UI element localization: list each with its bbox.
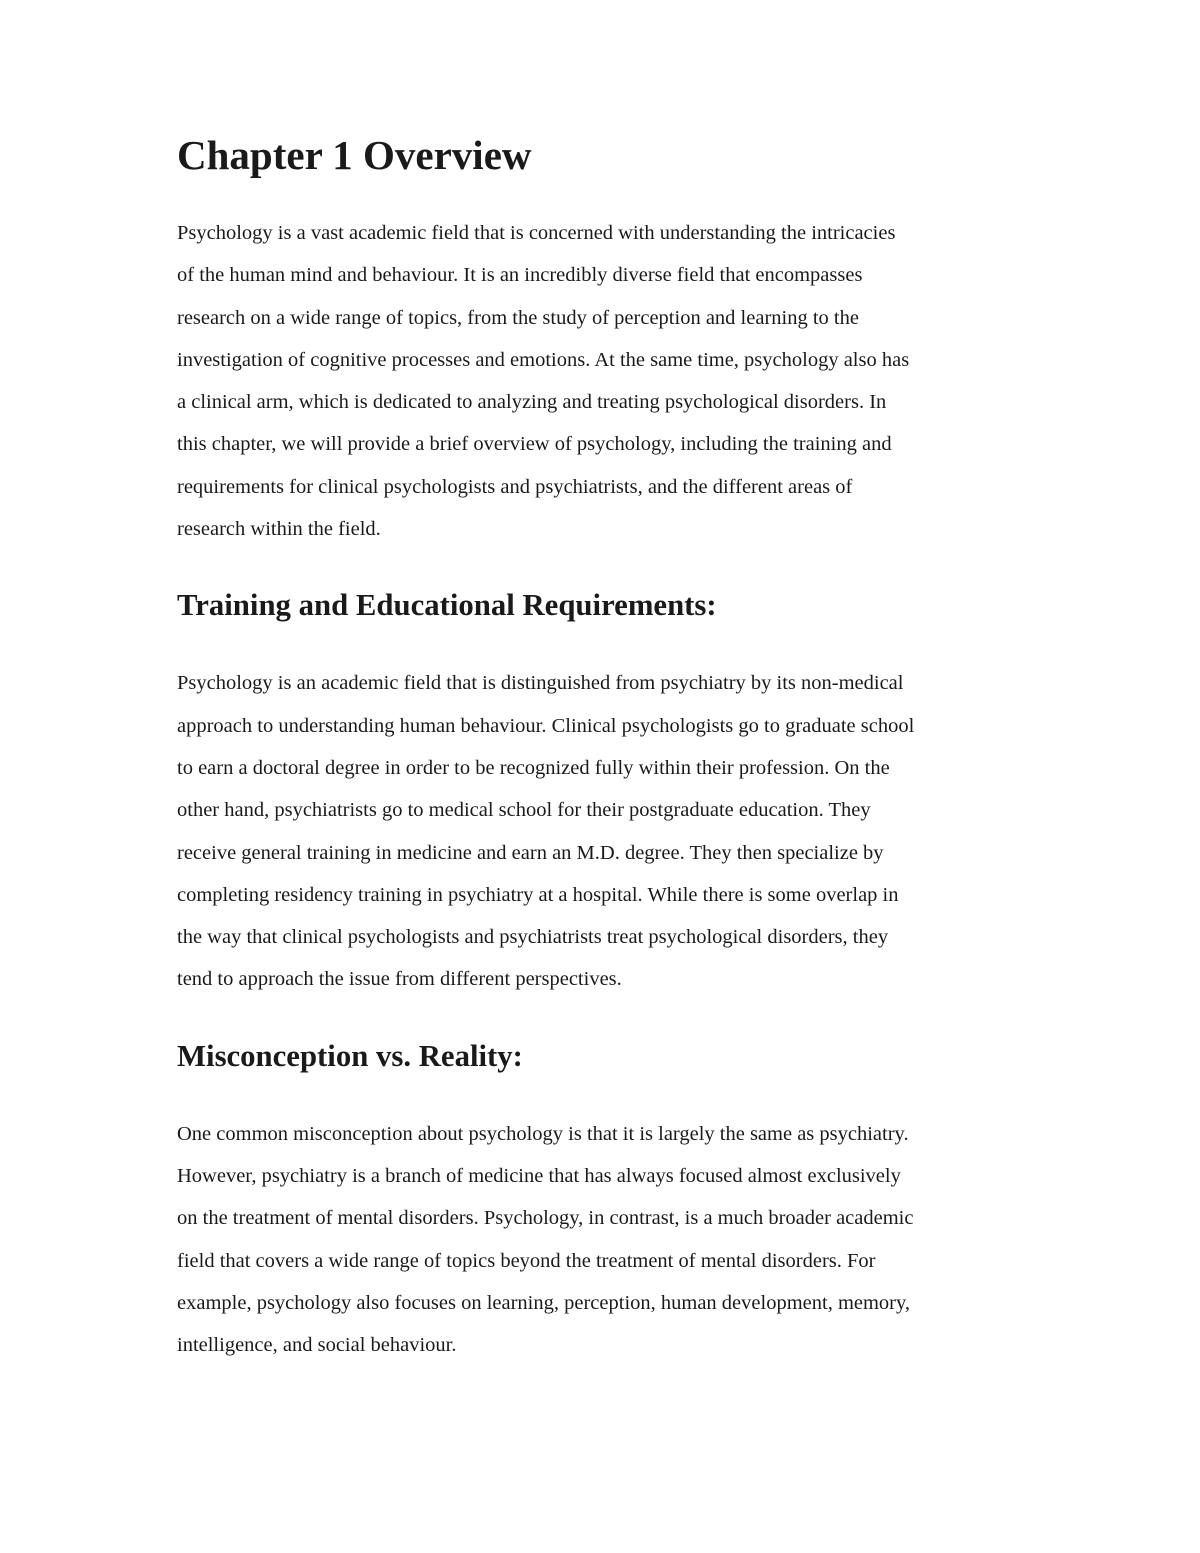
paragraph-training — [177, 662, 1037, 1000]
text-line: the way that clinical psychologists and psychiatrists treat psychological disorders, they — [177, 926, 889, 949]
text-line: on the treatment of mental disorders. Psychology, in contrast, is a much broader academic — [177, 1207, 914, 1230]
text-line: field that covers a wide range of topics beyond the treatment of mental disorders. For — [177, 1249, 876, 1272]
text-line: However, psychiatry is a branch of medicine that has always focused almost exclusively — [177, 1165, 901, 1188]
text-line: a clinical arm, which is dedicated to analyzing and treating psychological disorders. In — [177, 391, 887, 414]
text-line: tend to approach the issue from different perspectives. — [177, 968, 622, 991]
text-line: intelligence, and social behaviour. — [177, 1334, 457, 1357]
text-line: Psychology is an academic field that is distinguished from psychiatry by its non-medical — [177, 672, 904, 695]
section-heading-misconception: Misconception vs. Reality: — [177, 1038, 523, 1073]
text-line: other hand, psychiatrists go to medical school for their postgraduate education. They — [177, 799, 871, 822]
text-line: research on a wide range of topics, from the study of perception and learning to the — [177, 306, 859, 329]
section-heading-chapter-overview: Chapter 1 Overview — [177, 132, 532, 178]
text-line: receive general training in medicine and earn an M.D. degree. They then specialize by — [177, 841, 884, 864]
text-line: to earn a doctoral degree in order to be recognized fully within their profession. On the — [177, 756, 890, 779]
text-line: example, psychology also focuses on learning, perception, human development, memory, — [177, 1291, 911, 1314]
paragraph-overview — [177, 212, 1037, 550]
paragraph-misconception — [177, 1113, 1037, 1367]
text-line: Psychology is a vast academic field that is concerned with understanding the intricacies — [177, 222, 896, 244]
document-body — [177, 132, 1037, 1367]
text-line: One common misconception about psychology is that it is largely the same as psychiatry. — [177, 1122, 909, 1145]
text-line: research within the field. — [177, 518, 381, 541]
text-line: approach to understanding human behaviour. Clinical psychologists go to graduate school — [177, 714, 915, 737]
text-line: completing residency training in psychiatry at a hospital. While there is some overlap in — [177, 883, 899, 906]
text-line: of the human mind and behaviour. It is an incredibly diverse field that encompasses — [177, 264, 863, 287]
text-line: requirements for clinical psychologists and psychiatrists, and the different areas of — [177, 475, 853, 498]
text-line: investigation of cognitive processes and emotions. At the same time, psychology also has — [177, 348, 910, 371]
section-heading-training: Training and Educational Requirements: — [177, 588, 717, 623]
text-line: this chapter, we will provide a brief overview of psychology, including the training and — [177, 433, 892, 456]
